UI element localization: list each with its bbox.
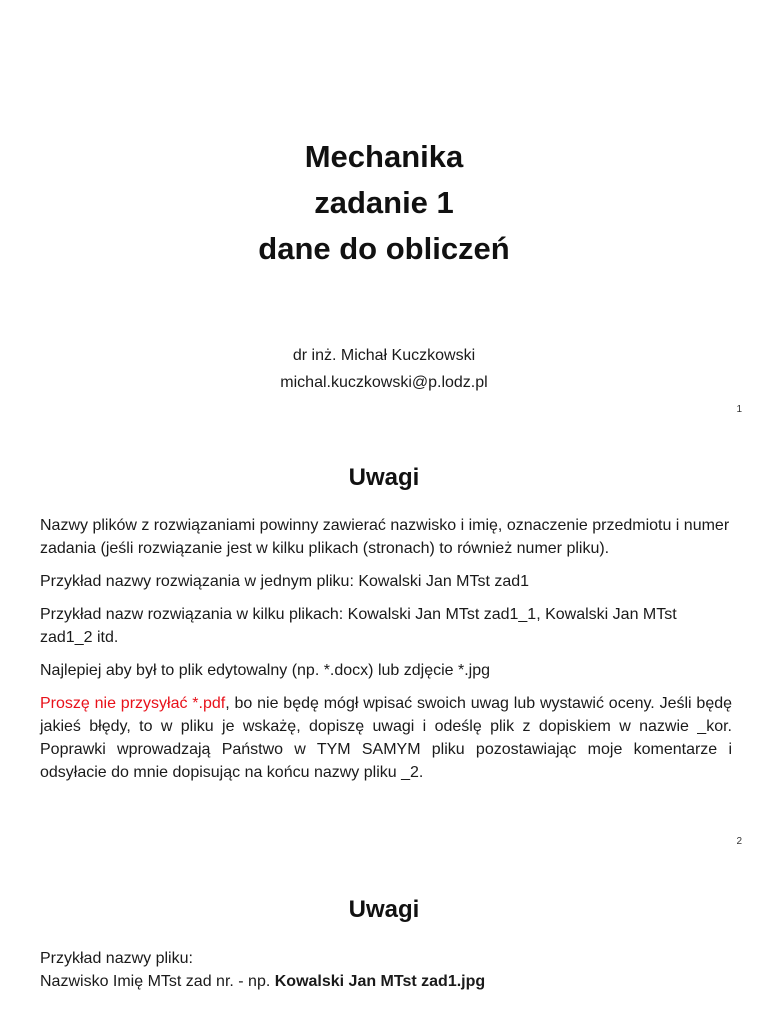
warning-paragraph <box>40 692 732 784</box>
page-number: 2 <box>736 836 742 847</box>
example-body <box>40 947 732 993</box>
author-block <box>0 342 768 396</box>
example-label: Przykład nazwy pliku: <box>40 950 193 967</box>
example-line <box>40 970 732 993</box>
title-line-3: dane do obliczeń <box>258 231 510 266</box>
note-paragraph: Nazwy plików z rozwiązaniami powinny zawierać nazwisko i imię, oznaczenie przedmiotu i numer zadania (jeśli rozwiązanie jest w kilku plikach (stronach) to również numer pliku). <box>40 517 730 557</box>
slide-2 <box>0 432 768 864</box>
warning-text: , bo nie będę mógł wpisać swoich uwag lub wystawić oceny. Jeśli będę jakieś błędy, to w pliku je wskażę, dopiszę uwagi i odeślę plik z dopiskiem w nazwie _kor. Poprawki wprowadzają Państwo w TYM SAMYM pliku pozostawiając moje komentarze i odsyłacie do mnie dopisując na końcu nazwy pliku _2. <box>40 695 733 781</box>
note-paragraph: Przykład nazw rozwiązania w kilku plikach: Kowalski Jan MTst zad1_1, Kowalski Jan MTst zad1_2 itd. <box>40 606 677 646</box>
note-paragraph: Przykład nazwy rozwiązania w jednym pliku: Kowalski Jan MTst zad1 <box>40 573 530 590</box>
section-heading: Uwagi <box>348 464 420 491</box>
slide-3 <box>0 864 768 1024</box>
title-line-1: Mechanika <box>304 139 464 174</box>
slide-1 <box>0 0 768 432</box>
author-email: michal.kuczkowski@p.lodz.pl <box>280 374 488 391</box>
note-paragraph: Najlepiej aby był to plik edytowalny (np. *.docx) lub zdjęcie *.jpg <box>40 662 491 679</box>
section-heading: Uwagi <box>348 896 420 923</box>
title-line-2: zadanie 1 <box>314 185 454 220</box>
page-number: 1 <box>736 404 742 415</box>
warning-highlight: Proszę nie przysyłać *.pdf <box>40 695 226 712</box>
example-pattern: Nazwisko Imię MTst zad nr. - np. <box>40 973 275 990</box>
example-filename: Kowalski Jan MTst zad1.jpg <box>274 973 486 990</box>
author-name: dr inż. Michał Kuczkowski <box>292 347 476 364</box>
slide-title <box>0 134 768 272</box>
notes-body <box>40 514 732 794</box>
